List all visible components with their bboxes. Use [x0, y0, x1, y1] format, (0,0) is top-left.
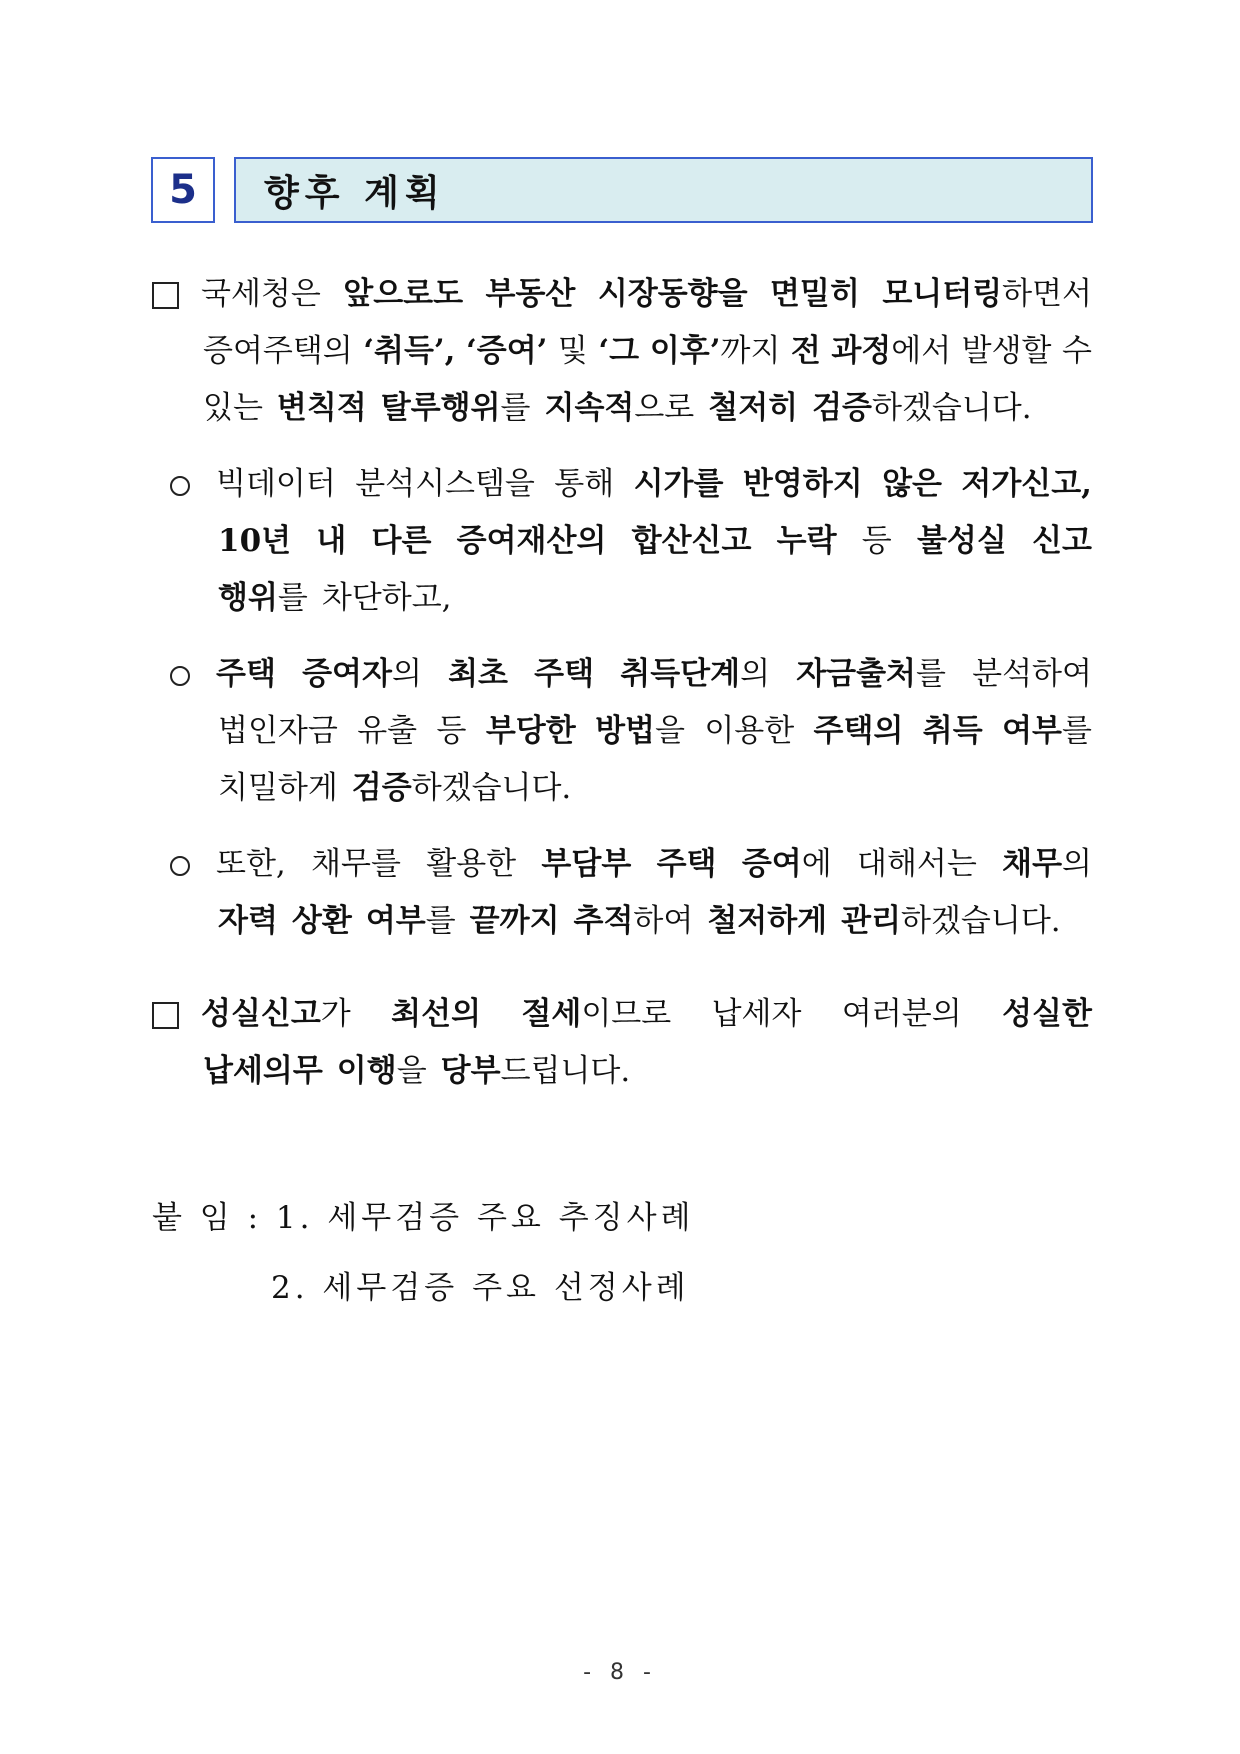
text-run: 앞으로도 — [343, 276, 464, 312]
text-run: 부담부 — [541, 846, 632, 882]
text-run: 신고 — [1032, 523, 1092, 559]
text-run: 취득 — [922, 713, 983, 749]
paragraph-line — [170, 513, 1092, 570]
circle-bullet-icon — [170, 856, 190, 876]
text-run: 다른 — [371, 523, 432, 559]
paragraph-line — [170, 456, 1092, 513]
paragraph-line — [170, 893, 1092, 950]
text-run: 분석시스템을 — [355, 466, 535, 502]
text-run: 최선의 — [391, 996, 482, 1032]
attachment-line-2 — [271, 1262, 690, 1307]
text-run: 주택 — [656, 846, 717, 882]
checkbox-bullet-icon — [152, 1002, 179, 1029]
text-run: 면밀히 — [770, 276, 860, 312]
text-run: ‘그 이후’까지 — [598, 333, 781, 369]
text-run: 여러분의 — [841, 996, 962, 1032]
text-run: 활용한 — [426, 846, 517, 882]
text-run: 시가를 — [633, 466, 724, 502]
bullet-line-start — [170, 836, 286, 893]
paragraph-line — [152, 986, 1092, 1043]
text-run: 증여자의 — [302, 656, 422, 692]
text-run: 주택 — [216, 656, 276, 692]
text-run: 빅데이터 — [216, 466, 336, 502]
text-run: 증여재산의 — [456, 523, 607, 559]
text-run: 여부를 — [1002, 713, 1092, 749]
sub-point-1 — [170, 456, 1092, 627]
text-run: 있는 — [203, 390, 263, 426]
attachment-line-1 — [152, 1192, 695, 1237]
text-run: 여부를 — [365, 903, 456, 939]
text-run: ‘증여’ — [465, 333, 548, 369]
attachment-item-2: 2. 세무검증 주요 선정사례 — [271, 1270, 690, 1306]
text-run: 분석하여 — [972, 656, 1092, 692]
text-run: 누락 — [776, 523, 837, 559]
text-run: 추적하여 — [573, 903, 694, 939]
text-run: 대해서는 — [857, 846, 977, 882]
text-run: 자력 — [218, 903, 278, 939]
text-run: 주택 — [534, 656, 595, 692]
text-run: 반영하지 — [742, 466, 863, 502]
text-run: 치밀하게 — [218, 770, 338, 806]
bullet-line-start: 성실신고가 — [152, 986, 351, 1043]
text-run: 전 — [790, 333, 821, 369]
section-number-box — [151, 157, 215, 223]
text-run: 통해 — [554, 466, 615, 502]
text-run: 이행을 — [336, 1053, 427, 1089]
paragraph-line — [152, 1043, 1092, 1100]
text-run: 차단하고, — [321, 580, 452, 616]
text-run: 취득단계의 — [620, 656, 771, 692]
text-run: 등 — [436, 713, 467, 749]
text-run: 납세자 — [711, 996, 802, 1032]
text-run: 내 — [316, 523, 347, 559]
section-number: 5 — [169, 167, 197, 213]
text-run: 시장동향을 — [597, 276, 748, 312]
text-run: 법인자금 — [218, 713, 338, 749]
attachment-item-1: 1. 세무검증 주요 추징사례 — [275, 1200, 695, 1236]
text-run: 저가신고, — [961, 466, 1092, 502]
bullet-line-start — [152, 266, 321, 323]
text-run: 증여에 — [741, 846, 832, 882]
page-number: - 8 - — [583, 1660, 657, 1685]
text-run: 않은 — [882, 466, 942, 502]
text-run: 유출 — [357, 713, 418, 749]
text-run: 부당한 — [485, 713, 576, 749]
text-run: 과정에서 — [831, 333, 952, 369]
paragraph-line — [170, 836, 1092, 893]
paragraph-line — [170, 703, 1092, 760]
circle-bullet-icon — [170, 476, 190, 496]
text-run: 철저하게 — [707, 903, 828, 939]
text-run: 행위를 — [218, 580, 308, 616]
paragraph-line — [152, 323, 1092, 380]
text-run: 검증하겠습니다. — [812, 390, 1032, 426]
text-run: 채무의 — [1002, 846, 1092, 882]
main-paragraph-2 — [152, 986, 1092, 1100]
text-run: ‘취득’, — [363, 333, 456, 369]
sub-point-3 — [170, 836, 1092, 950]
text-run: 납세의무 — [203, 1053, 323, 1089]
text-run: 불성실 — [916, 523, 1007, 559]
sub-point-2 — [170, 646, 1092, 817]
text-run: 변칙적 — [276, 390, 367, 426]
text-run: 합산신고 — [631, 523, 752, 559]
paragraph-line — [152, 266, 1092, 323]
paragraph-line — [152, 380, 1092, 437]
section-title-box — [234, 157, 1093, 223]
bullet-line-start — [170, 646, 276, 703]
text-run: 자금출처를 — [796, 656, 946, 692]
text-run: 증여주택의 — [203, 333, 353, 369]
text-run: 탈루행위를 — [380, 390, 531, 426]
text-run: 당부드립니다. — [440, 1053, 631, 1089]
text-run: 절세이므로 — [521, 996, 672, 1032]
checkbox-bullet-icon — [152, 282, 179, 309]
text-run: 성실한 — [1002, 996, 1092, 1032]
text-run: 이용한 — [704, 713, 795, 749]
circle-bullet-icon — [170, 666, 190, 686]
text-run: 최초 — [448, 656, 508, 692]
text-run: 채무를 — [311, 846, 401, 882]
paragraph-line — [170, 570, 1092, 627]
attachment-label: 붙 임 : — [152, 1200, 263, 1236]
text-run: 지속적으로 — [544, 390, 695, 426]
text-run: 검증하겠습니다. — [351, 770, 572, 806]
text-run: 발생할 — [961, 333, 1052, 369]
text-run: 수 — [1061, 333, 1092, 369]
text-run: 방법을 — [595, 713, 685, 749]
section-title: 향후 계획 — [264, 172, 446, 214]
text-run: 모니터링하면서 — [882, 276, 1092, 312]
text-run: 주택의 — [813, 713, 904, 749]
text-run: 및 — [557, 333, 588, 369]
paragraph-line — [170, 646, 1092, 703]
text-run: 10년 — [218, 523, 292, 559]
text-run: 또한, — [216, 846, 286, 882]
text-run: 등 — [861, 523, 892, 559]
text-run: 국세청은 — [201, 276, 321, 312]
text-run: 관리하겠습니다. — [841, 903, 1061, 939]
bullet-line-start — [170, 456, 336, 513]
text-run: 끝까지 — [469, 903, 560, 939]
text-run: 철저히 — [708, 390, 799, 426]
main-paragraph-1 — [152, 266, 1092, 437]
text-run: 부동산 — [485, 276, 576, 312]
paragraph-line — [170, 760, 1092, 817]
text-run: 상환 — [291, 903, 352, 939]
